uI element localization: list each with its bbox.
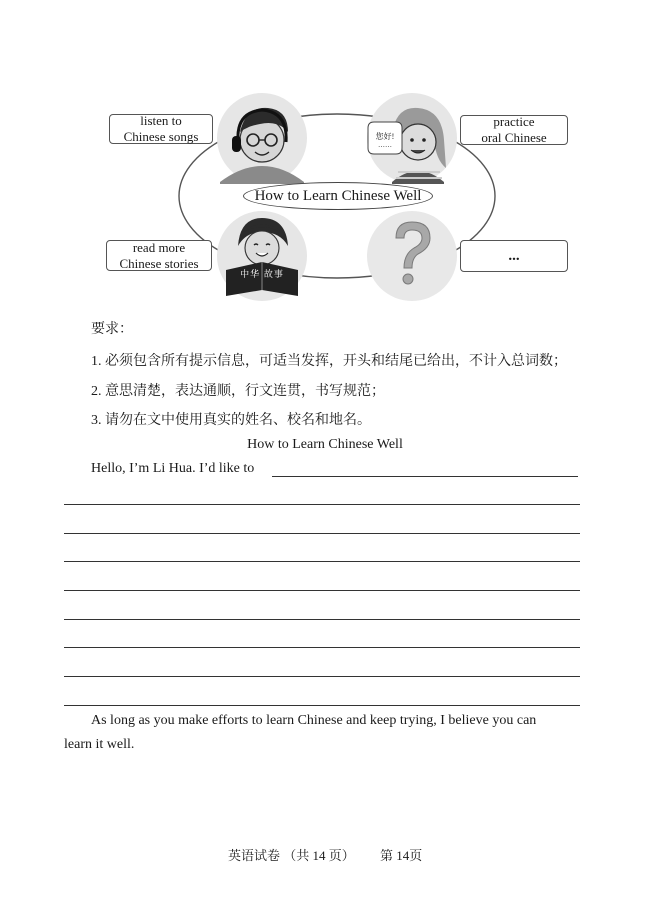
writing-line[interactable] <box>64 533 580 534</box>
requirement-item: 1. 必须包含所有提示信息，可适当发挥，开头和结尾已给出，不计入总词数； <box>91 354 567 369</box>
box-listen-songs-line2: Chinese songs <box>123 129 199 144</box>
girl-reading-illustration <box>217 211 307 301</box>
box-practice-oral <box>460 115 568 145</box>
footer-paper-info: 英语试卷 （共 14 页） <box>228 848 355 863</box>
requirements-heading: 要求： <box>91 322 133 337</box>
requirement-item: 2. 意思清楚，表达通顺，行文连贯，书写规范； <box>91 384 385 399</box>
writing-line[interactable] <box>64 619 580 620</box>
box-more-ideas <box>460 240 568 272</box>
writing-line-first[interactable] <box>272 476 578 477</box>
essay-closing-line2: learn it well. <box>64 737 135 752</box>
box-practice-oral-line1: practice <box>493 114 535 129</box>
writing-line[interactable] <box>64 561 580 562</box>
writing-line[interactable] <box>64 504 580 505</box>
boy-with-headphones-illustration <box>217 93 307 184</box>
footer-page-number: 第 14页 <box>380 848 423 863</box>
essay-opening: Hello, I’m Li Hua. I’d like to <box>91 461 255 476</box>
speech-bubble-dots: …… <box>378 141 392 149</box>
essay-title: How to Learn Chinese Well <box>247 437 403 452</box>
question-mark-illustration <box>367 211 457 301</box>
book-cover-text: 中华 故事 <box>240 270 284 280</box>
writing-line[interactable] <box>64 647 580 648</box>
box-more-ideas-text: ... <box>508 248 520 264</box>
speech-bubble-text: 您好! <box>375 132 395 141</box>
box-listen-songs <box>109 114 213 144</box>
essay-closing-line1: As long as you make efforts to learn Chinese and keep trying, I believe you can <box>91 713 537 728</box>
writing-line[interactable] <box>64 590 580 591</box>
box-read-stories-line1: read more <box>132 239 186 255</box>
box-read-stories-line2: Chinese stories <box>119 255 199 271</box>
box-practice-oral-line2: oral Chinese <box>481 130 547 145</box>
box-listen-songs-line1: listen to <box>140 113 182 128</box>
writing-line[interactable] <box>64 676 580 677</box>
requirement-item: 3. 请勿在文中使用真实的姓名、校名和地名。 <box>91 413 371 428</box>
diagram-title: How to Learn Chinese Well <box>243 182 433 210</box>
box-read-stories <box>106 240 212 271</box>
writing-line[interactable] <box>64 705 580 706</box>
